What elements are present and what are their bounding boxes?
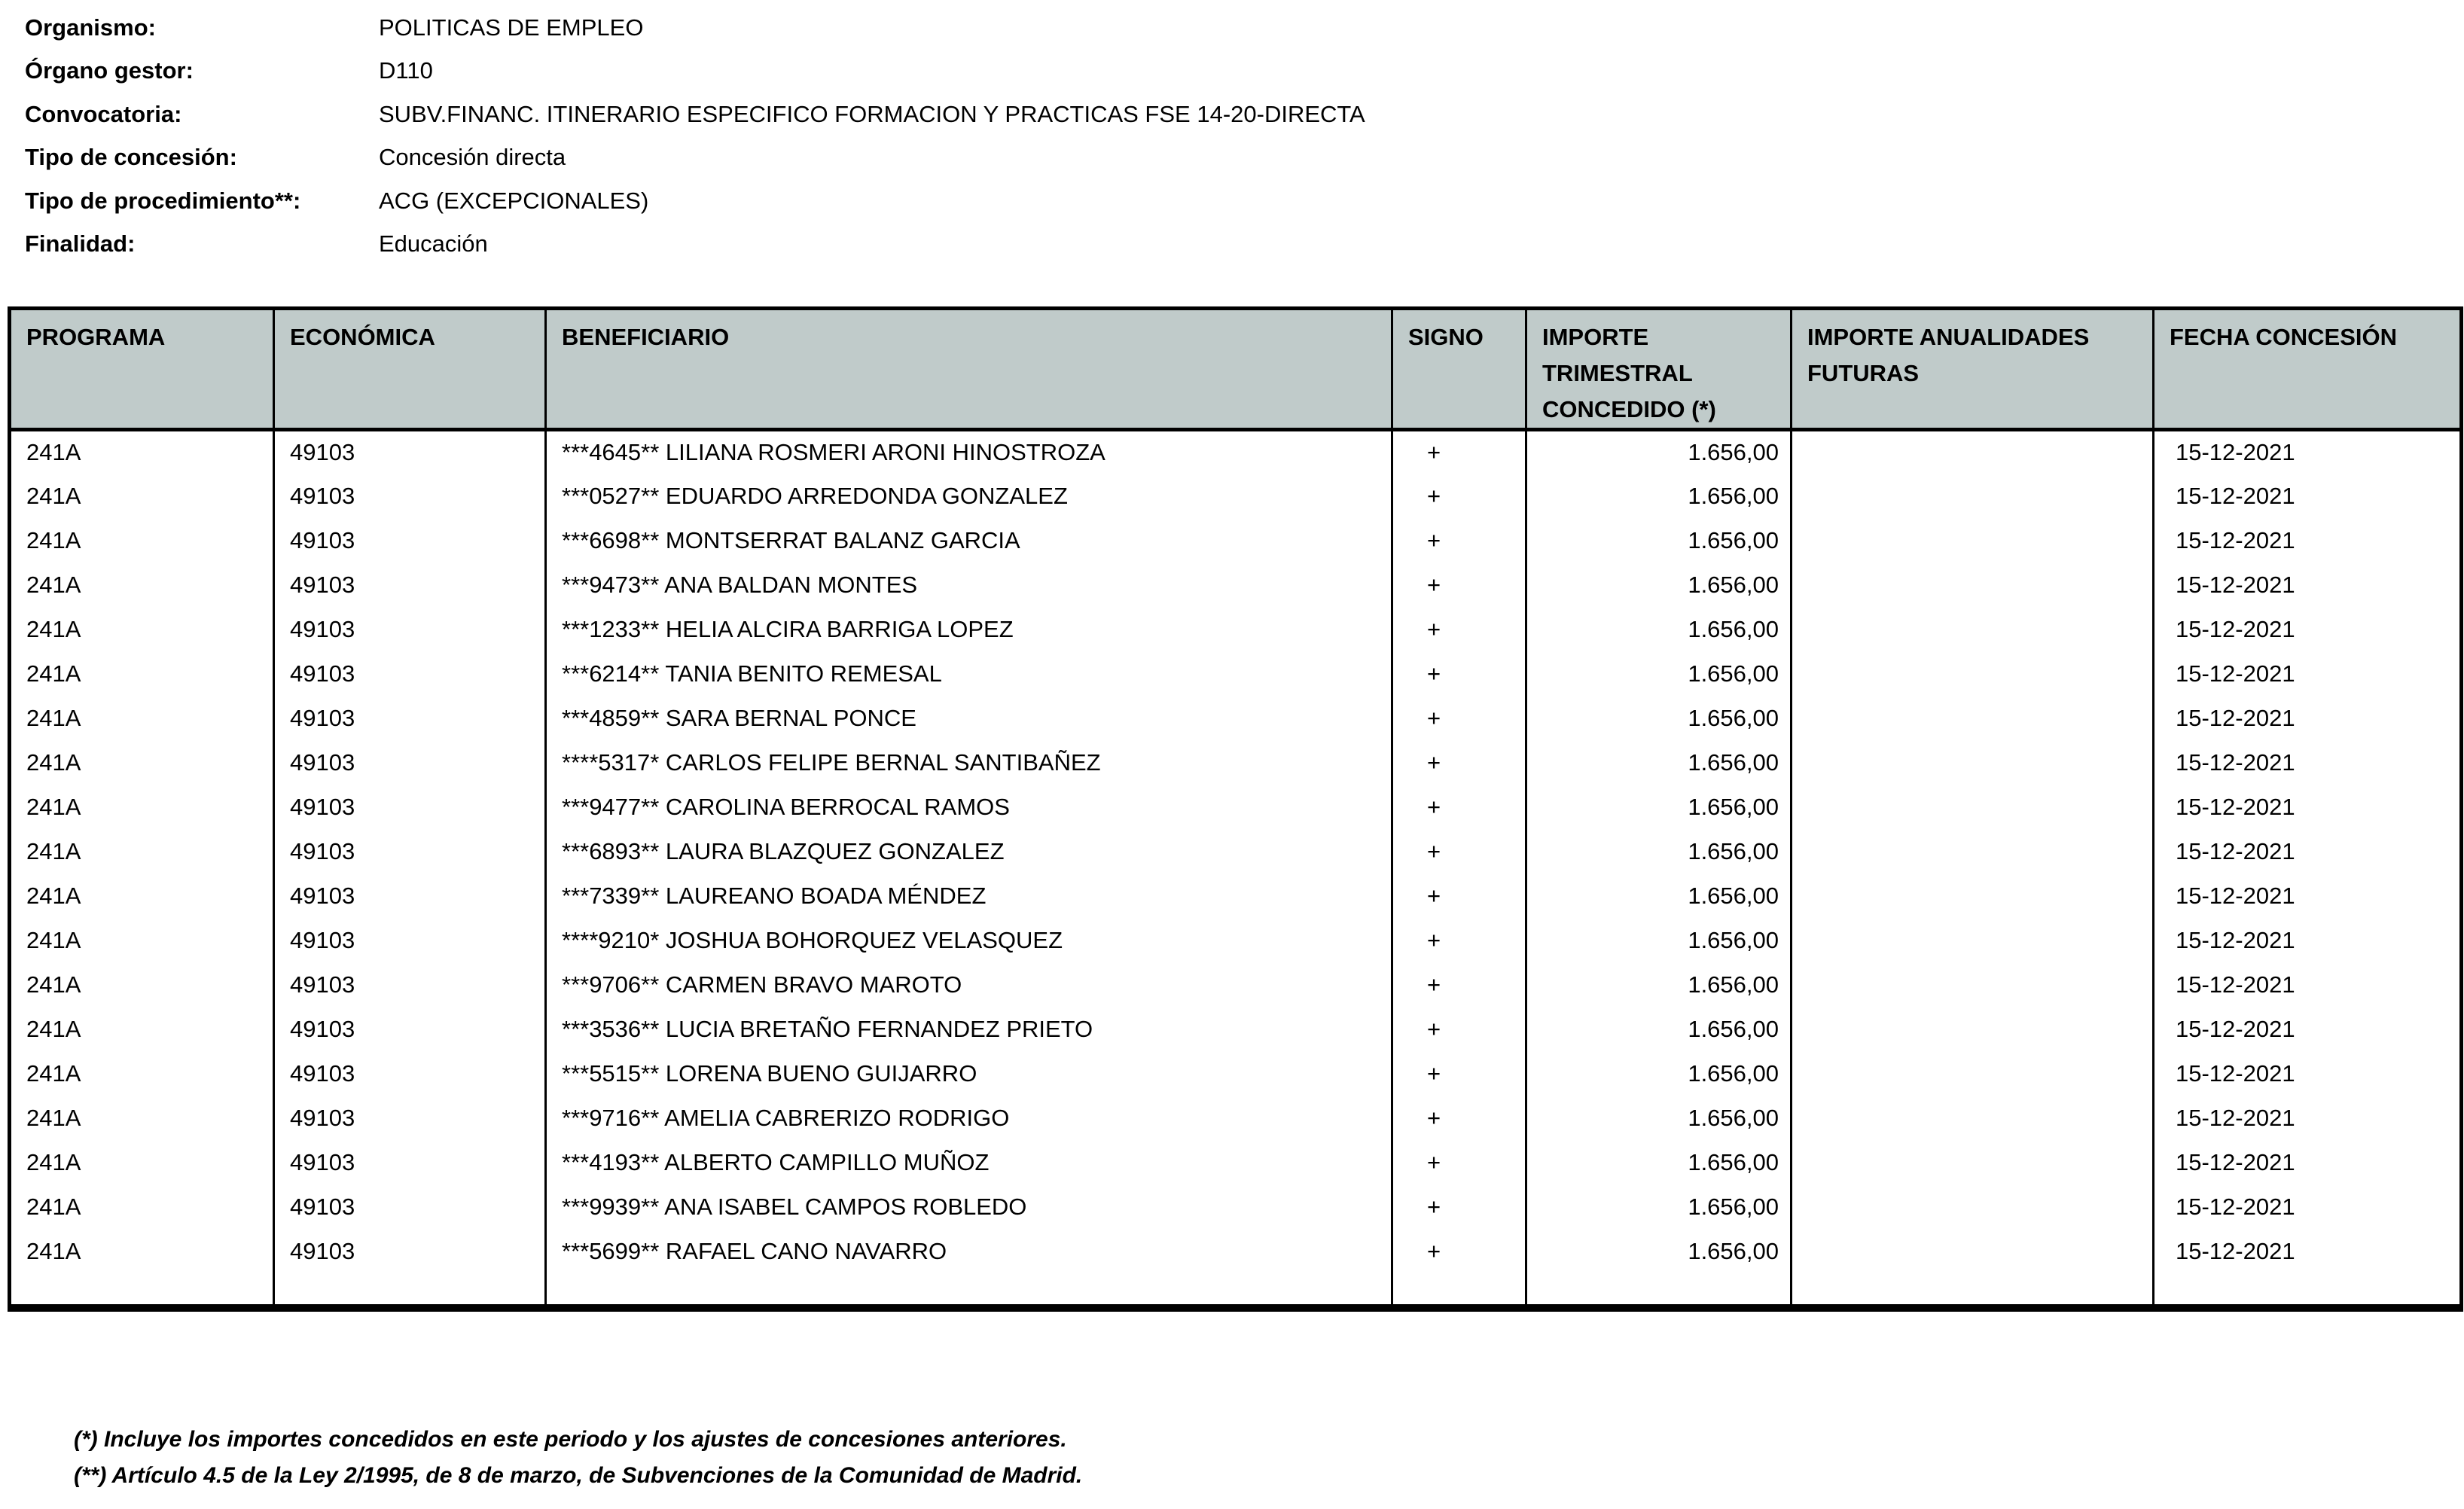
cell-importe-trimestral: 1.656,00 xyxy=(1526,963,1792,1008)
cell-economica: 49103 xyxy=(274,697,546,741)
cell-programa: 241A xyxy=(26,1149,81,1175)
table-row xyxy=(10,830,2462,874)
cell-economica: 49103 xyxy=(274,474,546,519)
cell-programa: 241A xyxy=(26,838,81,864)
cell-beneficiario: ***5699** RAFAEL CANO NAVARRO xyxy=(546,1230,1392,1274)
cell-economica: 49103 xyxy=(274,1008,546,1052)
cell-importe-trimestral: 1.656,00 xyxy=(1526,1230,1792,1274)
cell-importe-anualidades xyxy=(1792,741,2154,785)
cell-economica: 49103 xyxy=(274,1141,546,1185)
table-row xyxy=(10,697,2462,741)
column-header-economica: ECONÓMICA xyxy=(274,309,546,430)
cell-importe-anualidades xyxy=(1792,1185,2154,1230)
cell-programa: 241A xyxy=(26,1238,81,1264)
table-row xyxy=(10,874,2462,919)
cell-fecha-concesion: 15-12-2021 xyxy=(2154,874,2462,919)
cell-fecha-concesion: 15-12-2021 xyxy=(2154,697,2462,741)
table-row xyxy=(10,1096,2462,1141)
filler-cell xyxy=(1792,1274,2154,1308)
cell-signo: + xyxy=(1392,474,1526,519)
cell-importe-anualidades xyxy=(1792,874,2154,919)
cell-programa: 241A xyxy=(26,794,81,820)
cell-economica: 49103 xyxy=(274,830,546,874)
cell-fecha-concesion: 15-12-2021 xyxy=(2154,519,2462,563)
cell-programa: 241A xyxy=(26,971,81,998)
cell-importe-trimestral: 1.656,00 xyxy=(1526,785,1792,830)
table-row xyxy=(10,1230,2462,1274)
cell-economica: 49103 xyxy=(274,563,546,608)
cell-fecha-concesion: 15-12-2021 xyxy=(2154,919,2462,963)
cell-economica: 49103 xyxy=(274,963,546,1008)
table-row xyxy=(10,430,2462,474)
cell-beneficiario: ***7339** LAUREANO BOADA MÉNDEZ xyxy=(546,874,1392,919)
cell-importe-trimestral: 1.656,00 xyxy=(1526,519,1792,563)
filler-cell xyxy=(546,1274,1392,1308)
cell-fecha-concesion: 15-12-2021 xyxy=(2154,474,2462,519)
cell-importe-trimestral: 1.656,00 xyxy=(1526,652,1792,697)
cell-signo: + xyxy=(1392,1141,1526,1185)
cell-importe-anualidades xyxy=(1792,785,2154,830)
cell-importe-anualidades xyxy=(1792,652,2154,697)
cell-programa: 241A xyxy=(26,616,81,642)
table-row xyxy=(10,963,2462,1008)
cell-importe-anualidades xyxy=(1792,963,2154,1008)
cell-economica: 49103 xyxy=(274,519,546,563)
cell-signo: + xyxy=(1392,1008,1526,1052)
metadata-label: Finalidad: xyxy=(25,230,136,258)
metadata-row xyxy=(25,93,1365,136)
table-filler-row xyxy=(10,1274,2462,1308)
cell-economica: 49103 xyxy=(274,919,546,963)
cell-programa: 241A xyxy=(26,660,81,687)
cell-fecha-concesion: 15-12-2021 xyxy=(2154,741,2462,785)
cell-programa: 241A xyxy=(26,927,81,953)
table-row xyxy=(10,1008,2462,1052)
metadata-label: Órgano gestor: xyxy=(25,57,194,84)
cell-beneficiario: ***4193** ALBERTO CAMPILLO MUÑOZ xyxy=(546,1141,1392,1185)
cell-importe-trimestral: 1.656,00 xyxy=(1526,1008,1792,1052)
cell-fecha-concesion: 15-12-2021 xyxy=(2154,430,2462,474)
table-row xyxy=(10,608,2462,652)
metadata-row xyxy=(25,6,1365,50)
cell-programa: 241A xyxy=(26,1105,81,1131)
metadata-row xyxy=(25,50,1365,93)
cell-beneficiario: ***9477** CAROLINA BERROCAL RAMOS xyxy=(546,785,1392,830)
metadata-value: ACG (EXCEPCIONALES) xyxy=(379,187,649,214)
cell-importe-trimestral: 1.656,00 xyxy=(1526,563,1792,608)
cell-beneficiario: ***6698** MONTSERRAT BALANZ GARCIA xyxy=(546,519,1392,563)
cell-signo: + xyxy=(1392,652,1526,697)
cell-beneficiario: ***0527** EDUARDO ARREDONDA GONZALEZ xyxy=(546,474,1392,519)
footnote-line-1: (*) Incluye los importes concedidos en este periodo y los ajustes de concesiones anteriores. xyxy=(74,1427,1067,1452)
cell-signo: + xyxy=(1392,1052,1526,1096)
metadata-value: Educación xyxy=(379,230,488,258)
cell-economica: 49103 xyxy=(274,430,546,474)
cell-beneficiario: ***6893** LAURA BLAZQUEZ GONZALEZ xyxy=(546,830,1392,874)
filler-cell xyxy=(2154,1274,2462,1308)
cell-fecha-concesion: 15-12-2021 xyxy=(2154,652,2462,697)
footnote-line-2: (**) Artículo 4.5 de la Ley 2/1995, de 8 de marzo, de Subvenciones de la Comunidad de Madrid. xyxy=(74,1463,1083,1488)
cell-importe-anualidades xyxy=(1792,1230,2154,1274)
cell-importe-trimestral: 1.656,00 xyxy=(1526,430,1792,474)
filler-cell xyxy=(1392,1274,1526,1308)
column-header-importe-anualidades: IMPORTE ANUALIDADES FUTURAS xyxy=(1792,309,2154,430)
grants-table-container xyxy=(8,306,2463,1312)
footnotes xyxy=(74,1422,1082,1494)
cell-fecha-concesion: 15-12-2021 xyxy=(2154,1008,2462,1052)
table-header-row xyxy=(10,309,2462,430)
table-row xyxy=(10,741,2462,785)
cell-economica: 49103 xyxy=(274,608,546,652)
cell-fecha-concesion: 15-12-2021 xyxy=(2154,1230,2462,1274)
cell-economica: 49103 xyxy=(274,1185,546,1230)
filler-cell xyxy=(10,1274,274,1308)
table-row xyxy=(10,474,2462,519)
cell-economica: 49103 xyxy=(274,741,546,785)
cell-fecha-concesion: 15-12-2021 xyxy=(2154,1052,2462,1096)
table-row xyxy=(10,519,2462,563)
cell-signo: + xyxy=(1392,430,1526,474)
cell-importe-anualidades xyxy=(1792,430,2154,474)
filler-cell xyxy=(1526,1274,1792,1308)
cell-importe-anualidades xyxy=(1792,608,2154,652)
metadata-label: Tipo de procedimiento**: xyxy=(25,187,301,214)
cell-importe-anualidades xyxy=(1792,519,2154,563)
cell-economica: 49103 xyxy=(274,1230,546,1274)
metadata-label: Organismo: xyxy=(25,14,156,41)
cell-beneficiario: ***1233** HELIA ALCIRA BARRIGA LOPEZ xyxy=(546,608,1392,652)
cell-economica: 49103 xyxy=(274,652,546,697)
cell-beneficiario: ***5515** LORENA BUENO GUIJARRO xyxy=(546,1052,1392,1096)
metadata-section xyxy=(25,6,1365,266)
column-header-importe-trimestral: IMPORTE TRIMESTRAL CONCEDIDO (*) xyxy=(1526,309,1792,430)
cell-beneficiario: ****5317* CARLOS FELIPE BERNAL SANTIBAÑEZ xyxy=(546,741,1392,785)
table-row xyxy=(10,563,2462,608)
column-header-programa: PROGRAMA xyxy=(10,309,274,430)
cell-signo: + xyxy=(1392,1230,1526,1274)
cell-programa: 241A xyxy=(26,1060,81,1087)
cell-programa: 241A xyxy=(26,439,81,466)
metadata-row xyxy=(25,136,1365,180)
cell-fecha-concesion: 15-12-2021 xyxy=(2154,1185,2462,1230)
cell-programa: 241A xyxy=(26,527,81,553)
metadata-value: Concesión directa xyxy=(379,144,566,171)
cell-importe-anualidades xyxy=(1792,1052,2154,1096)
cell-importe-trimestral: 1.656,00 xyxy=(1526,697,1792,741)
cell-fecha-concesion: 15-12-2021 xyxy=(2154,830,2462,874)
cell-fecha-concesion: 15-12-2021 xyxy=(2154,785,2462,830)
cell-beneficiario: ***6214** TANIA BENITO REMESAL xyxy=(546,652,1392,697)
cell-beneficiario: ***3536** LUCIA BRETAÑO FERNANDEZ PRIETO xyxy=(546,1008,1392,1052)
cell-signo: + xyxy=(1392,785,1526,830)
cell-importe-trimestral: 1.656,00 xyxy=(1526,874,1792,919)
metadata-value: POLITICAS DE EMPLEO xyxy=(379,14,644,41)
metadata-value: D110 xyxy=(379,57,433,84)
table-row xyxy=(10,1185,2462,1230)
cell-signo: + xyxy=(1392,874,1526,919)
cell-economica: 49103 xyxy=(274,1096,546,1141)
cell-programa: 241A xyxy=(26,1016,81,1042)
cell-importe-trimestral: 1.656,00 xyxy=(1526,919,1792,963)
table-row xyxy=(10,1141,2462,1185)
cell-programa: 241A xyxy=(26,483,81,509)
cell-signo: + xyxy=(1392,1096,1526,1141)
cell-beneficiario: ***4859** SARA BERNAL PONCE xyxy=(546,697,1392,741)
cell-signo: + xyxy=(1392,563,1526,608)
cell-economica: 49103 xyxy=(274,1052,546,1096)
cell-programa: 241A xyxy=(26,1193,81,1220)
cell-importe-trimestral: 1.656,00 xyxy=(1526,1052,1792,1096)
cell-economica: 49103 xyxy=(274,874,546,919)
cell-fecha-concesion: 15-12-2021 xyxy=(2154,608,2462,652)
metadata-value: SUBV.FINANC. ITINERARIO ESPECIFICO FORMACION Y PRACTICAS FSE 14-20-DIRECTA xyxy=(379,100,1365,127)
metadata-label: Convocatoria: xyxy=(25,100,182,127)
cell-beneficiario: ***9706** CARMEN BRAVO MAROTO xyxy=(546,963,1392,1008)
filler-cell xyxy=(274,1274,546,1308)
grants-table xyxy=(8,306,2463,1312)
cell-fecha-concesion: 15-12-2021 xyxy=(2154,1096,2462,1141)
column-header-fecha-concesion: FECHA CONCESIÓN xyxy=(2154,309,2462,430)
cell-beneficiario: ***4645** LILIANA ROSMERI ARONI HINOSTROZA xyxy=(546,430,1392,474)
metadata-row xyxy=(25,223,1365,267)
cell-beneficiario: ****9210* JOSHUA BOHORQUEZ VELASQUEZ xyxy=(546,919,1392,963)
column-header-beneficiario: BENEFICIARIO xyxy=(546,309,1392,430)
cell-programa: 241A xyxy=(26,572,81,598)
cell-importe-anualidades xyxy=(1792,697,2154,741)
cell-importe-anualidades xyxy=(1792,1141,2154,1185)
cell-signo: + xyxy=(1392,830,1526,874)
cell-signo: + xyxy=(1392,608,1526,652)
cell-importe-anualidades xyxy=(1792,1008,2154,1052)
cell-signo: + xyxy=(1392,1185,1526,1230)
cell-beneficiario: ***9716** AMELIA CABRERIZO RODRIGO xyxy=(546,1096,1392,1141)
cell-importe-trimestral: 1.656,00 xyxy=(1526,474,1792,519)
cell-beneficiario: ***9473** ANA BALDAN MONTES xyxy=(546,563,1392,608)
cell-programa: 241A xyxy=(26,883,81,909)
cell-fecha-concesion: 15-12-2021 xyxy=(2154,563,2462,608)
metadata-row xyxy=(25,179,1365,223)
cell-importe-anualidades xyxy=(1792,919,2154,963)
table-row xyxy=(10,919,2462,963)
cell-signo: + xyxy=(1392,697,1526,741)
cell-programa: 241A xyxy=(26,749,81,776)
cell-signo: + xyxy=(1392,741,1526,785)
cell-beneficiario: ***9939** ANA ISABEL CAMPOS ROBLEDO xyxy=(546,1185,1392,1230)
cell-importe-anualidades xyxy=(1792,563,2154,608)
cell-importe-trimestral: 1.656,00 xyxy=(1526,608,1792,652)
cell-importe-anualidades xyxy=(1792,474,2154,519)
cell-importe-trimestral: 1.656,00 xyxy=(1526,830,1792,874)
cell-importe-anualidades xyxy=(1792,1096,2154,1141)
cell-signo: + xyxy=(1392,519,1526,563)
cell-importe-trimestral: 1.656,00 xyxy=(1526,1185,1792,1230)
cell-importe-trimestral: 1.656,00 xyxy=(1526,741,1792,785)
table-row xyxy=(10,652,2462,697)
cell-signo: + xyxy=(1392,963,1526,1008)
cell-importe-anualidades xyxy=(1792,830,2154,874)
cell-programa: 241A xyxy=(26,705,81,731)
cell-economica: 49103 xyxy=(274,785,546,830)
metadata-label: Tipo de concesión: xyxy=(25,144,237,171)
cell-importe-trimestral: 1.656,00 xyxy=(1526,1096,1792,1141)
cell-importe-trimestral: 1.656,00 xyxy=(1526,1141,1792,1185)
cell-fecha-concesion: 15-12-2021 xyxy=(2154,963,2462,1008)
table-row xyxy=(10,1052,2462,1096)
table-row xyxy=(10,785,2462,830)
cell-fecha-concesion: 15-12-2021 xyxy=(2154,1141,2462,1185)
column-header-signo: SIGNO xyxy=(1392,309,1526,430)
cell-signo: + xyxy=(1392,919,1526,963)
